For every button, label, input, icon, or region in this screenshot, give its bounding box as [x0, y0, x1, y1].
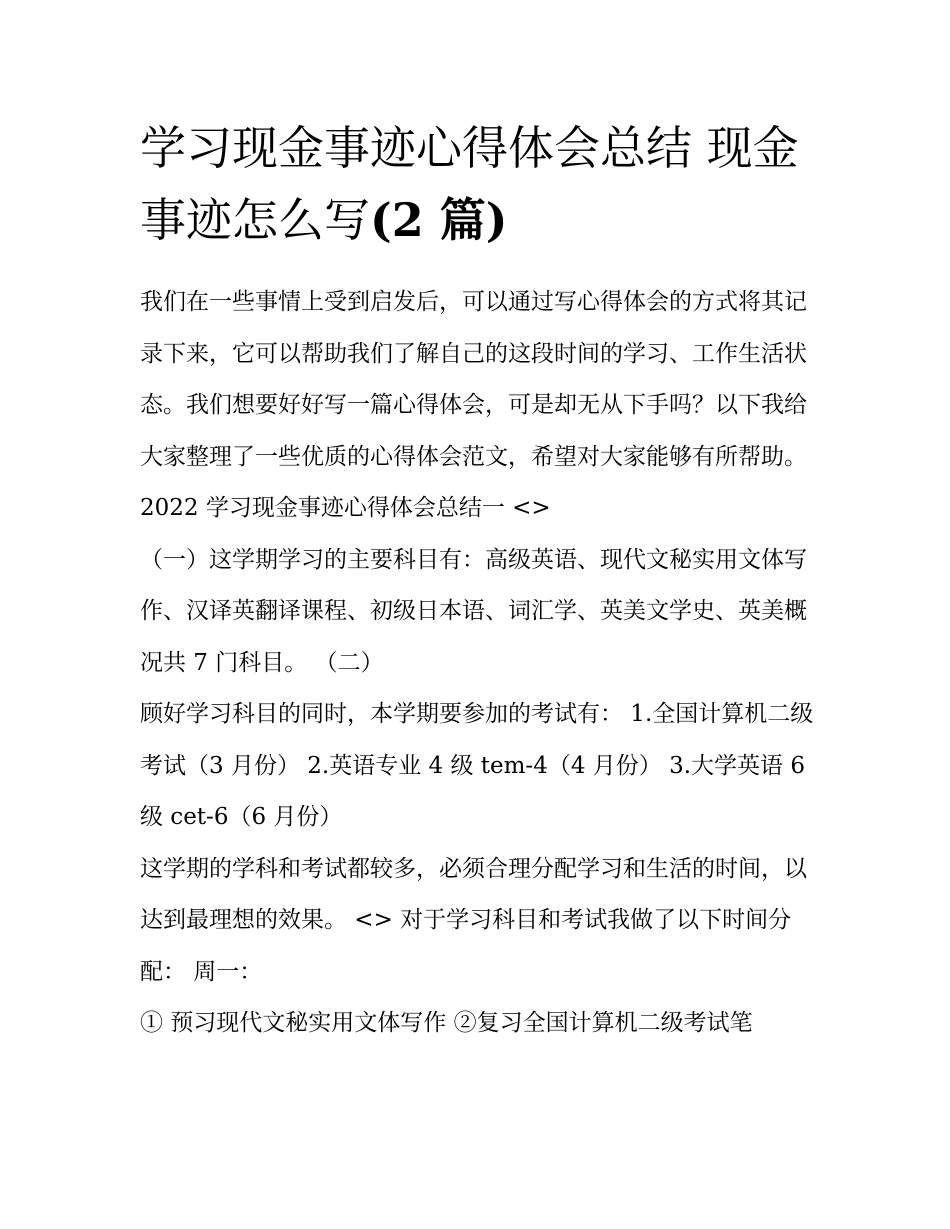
title-main: 学习现金事迹心得体会总结 现金事迹怎么写	[140, 121, 799, 247]
exams-paragraph: 顾好学习科目的同时，本学期要参加的考试有： 1.全国计算机二级考试（3 月份） 2.英语专业 4 级 tem-4（4 月份） 3.大学英语 6 级 cet-6（6 月份）	[140, 701, 814, 830]
section-heading: 2022 学习现金事迹心得体会总结一 <>	[140, 495, 551, 521]
page-title	[140, 112, 820, 256]
intro-paragraph: 我们在一些事情上受到启发后，可以通过写心得体会的方式将其记录下来，它可以帮助我们了解自己的这段时间的学习、工作生活状态。我们想要好好写一篇心得体会，可是却无从下手吗？以下我给大家整理了一些优质的心得体会范文，希望对大家能够有所帮助。	[140, 289, 807, 470]
document-body	[140, 277, 820, 1050]
subjects-paragraph: （一）这学期学习的主要科目有：高级英语、现代文秘实用文体写作、汉译英翻译课程、初级日本语、词汇学、英美文学史、英美概况共 7 门科目。 （二）	[140, 546, 807, 676]
schedule-paragraph: 这学期的学科和考试都较多，必须合理分配学习和生活的时间，以达到最理想的效果。 <> 对于学习科目和考试我做了以下时间分配： 周一：	[140, 855, 807, 985]
title-count: (2 篇)	[370, 193, 508, 247]
monday-plan-paragraph: ① 预习现代文秘实用文体写作 ②复习全国计算机二级考试笔	[140, 1010, 753, 1036]
